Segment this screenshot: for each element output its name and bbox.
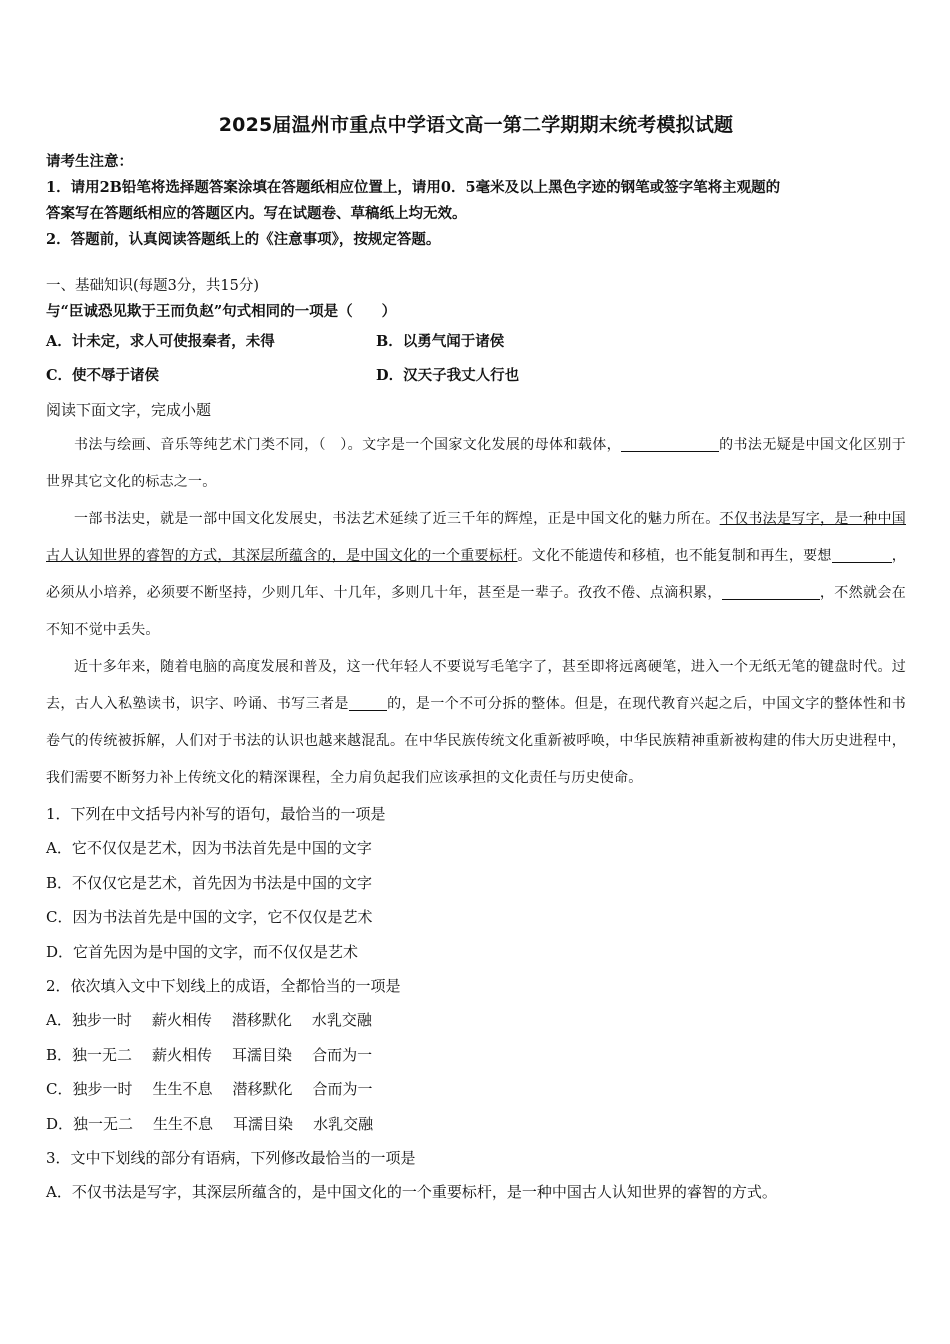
fill-blank <box>832 546 892 563</box>
q2-stem: 2．依次填入文中下划线上的成语，全都恰当的一项是 <box>46 977 401 996</box>
option-word: 耳濡目染 <box>232 1045 293 1064</box>
q2-option-d <box>46 1107 906 1141</box>
option-b: B．以勇气闻于诸侯 <box>376 333 505 350</box>
q3-option-a: A．不仅书法是写字，其深层所蕴含的，是中国文化的一个重要标杆，是一种中国古人认知世界的睿智的方式。 <box>46 1183 777 1202</box>
option-word: 潜移默化 <box>231 1011 292 1030</box>
fill-blank <box>621 435 719 452</box>
passage-paragraph-2 <box>46 501 906 649</box>
option-word: 潜移默化 <box>232 1080 293 1099</box>
q2-option-c <box>46 1072 906 1106</box>
option-word: 水乳交融 <box>311 1011 372 1030</box>
passage-text: 书法与绘画、音乐等纯艺术门类不同，（ ）。文字是一个国家文化发展的母体和载体， <box>74 437 621 453</box>
q2-option-a <box>46 1003 906 1037</box>
question-stem: 与“臣诚恐见欺于王而负赵”句式相同的一项是（ ） <box>46 303 397 320</box>
passage-text: ，必须从小培养，必须要不断坚持，少则几年、十几年，多则几十年，甚至是一辈子。孜孜不倦、点滴积累， <box>46 548 906 601</box>
q1-option-a: A．它不仅仅是艺术，因为书法首先是中国的文字 <box>46 839 372 858</box>
passage-text: 的书法无疑是中国文化区别于世界其它文化的标志之一。 <box>46 437 906 490</box>
option-word: B．独一无二 <box>46 1045 133 1064</box>
q1-option-c: C．因为书法首先是中国的文字，它不仅仅是艺术 <box>46 908 373 927</box>
q1-option-d: D．它首先因为是中国的文字，而不仅仅是艺术 <box>46 942 359 961</box>
notice-heading: 请考生注意： <box>46 153 133 170</box>
option-word: D．独一无二 <box>46 1114 134 1133</box>
option-d: D．汉天子我丈人行也 <box>376 367 520 384</box>
reading-instruction: 阅读下面文字，完成小题 <box>46 401 212 419</box>
notice-line-1a: 1．请用2B铅笔将选择题答案涂填在答题纸相应位置上，请用0．5毫米及以上黑色字迹的钢笔或签字笔将主观题的 <box>46 179 781 196</box>
options-row-1 <box>46 325 906 359</box>
option-word: 合而为一 <box>312 1080 373 1099</box>
passage-paragraph-1 <box>46 427 906 501</box>
passage-text: 近十多年来，随着电脑的高度发展和普及，这一代年轻人不要说写毛笔字了，甚至即将远离硬笔，进入一个无纸无笔的键盘时代。过去，古人入私塾读书，识字、吟诵、书写三者是 <box>46 659 906 712</box>
page-title: 2025届温州市重点中学语文高一第二学期期末统考模拟试题 <box>218 114 734 136</box>
option-word: 生生不息 <box>152 1080 213 1099</box>
underlined-sentence: 不仅书法是写字，是一种中国古人认知世界的睿智的方式，其深层所蕴含的，是中国文化的一个重要标杆 <box>46 511 906 564</box>
q1-option-b: B．不仅仅它是艺术，首先因为书法是中国的文字 <box>46 873 373 892</box>
passage-text: 的，是一个不可分拆的整体。但是，在现代教育兴起之后，中国文字的整体性和书卷气的传统被拆解，人们对于书法的认识也越来越混乱。在中华民族传统文化重新被呼唤，中华民族精神重新被构建的伟大历史进程中，我们需要不断努力补上传统文化的精深课程，全力肩负起我们应该承担的文化责任与历史使命。 <box>46 696 906 786</box>
notice-line-2: 2．答题前，认真阅读答题纸上的《注意事项》，按规定答题。 <box>46 231 441 248</box>
passage-paragraph-3 <box>46 649 906 797</box>
option-word: 薪火相传 <box>151 1011 212 1030</box>
q1-stem: 1．下列在中文括号内补写的语句，最恰当的一项是 <box>46 805 386 823</box>
option-word: A．独步一时 <box>46 1011 132 1030</box>
options-row-2 <box>46 359 906 393</box>
option-word: 水乳交融 <box>313 1114 374 1133</box>
fill-blank <box>349 694 387 711</box>
notice-line-1b: 答案写在答题纸相应的答题区内。写在试题卷、草稿纸上均无效。 <box>46 205 467 222</box>
option-word: C．独步一时 <box>46 1080 133 1099</box>
notice-block <box>46 149 906 253</box>
passage-text: 。文化不能遗传和移植，也不能复制和再生，要想 <box>517 548 832 564</box>
option-a: A．计未定，求人可使报秦者，未得 <box>46 333 275 350</box>
option-c: C．使不辱于诸侯 <box>46 367 160 384</box>
option-word: 合而为一 <box>312 1045 373 1064</box>
option-word: 薪火相传 <box>152 1045 213 1064</box>
passage-text: ，不然就会在不知不觉中丢失。 <box>46 585 906 638</box>
q3-stem: 3．文中下划线的部分有语病，下列修改最恰当的一项是 <box>46 1149 416 1168</box>
fill-blank <box>722 583 820 600</box>
spacer <box>46 253 906 273</box>
exam-page <box>46 110 906 1210</box>
section-heading: 一、基础知识(每题3分，共15分) <box>46 278 259 294</box>
passage-text: 一部书法史，就是一部中国文化发展史，书法艺术延续了近三千年的辉煌，正是中国文化的魅力所在。 <box>74 511 720 527</box>
q2-option-b <box>46 1038 906 1072</box>
option-word: 生生不息 <box>153 1114 214 1133</box>
option-word: 耳濡目染 <box>233 1114 294 1133</box>
